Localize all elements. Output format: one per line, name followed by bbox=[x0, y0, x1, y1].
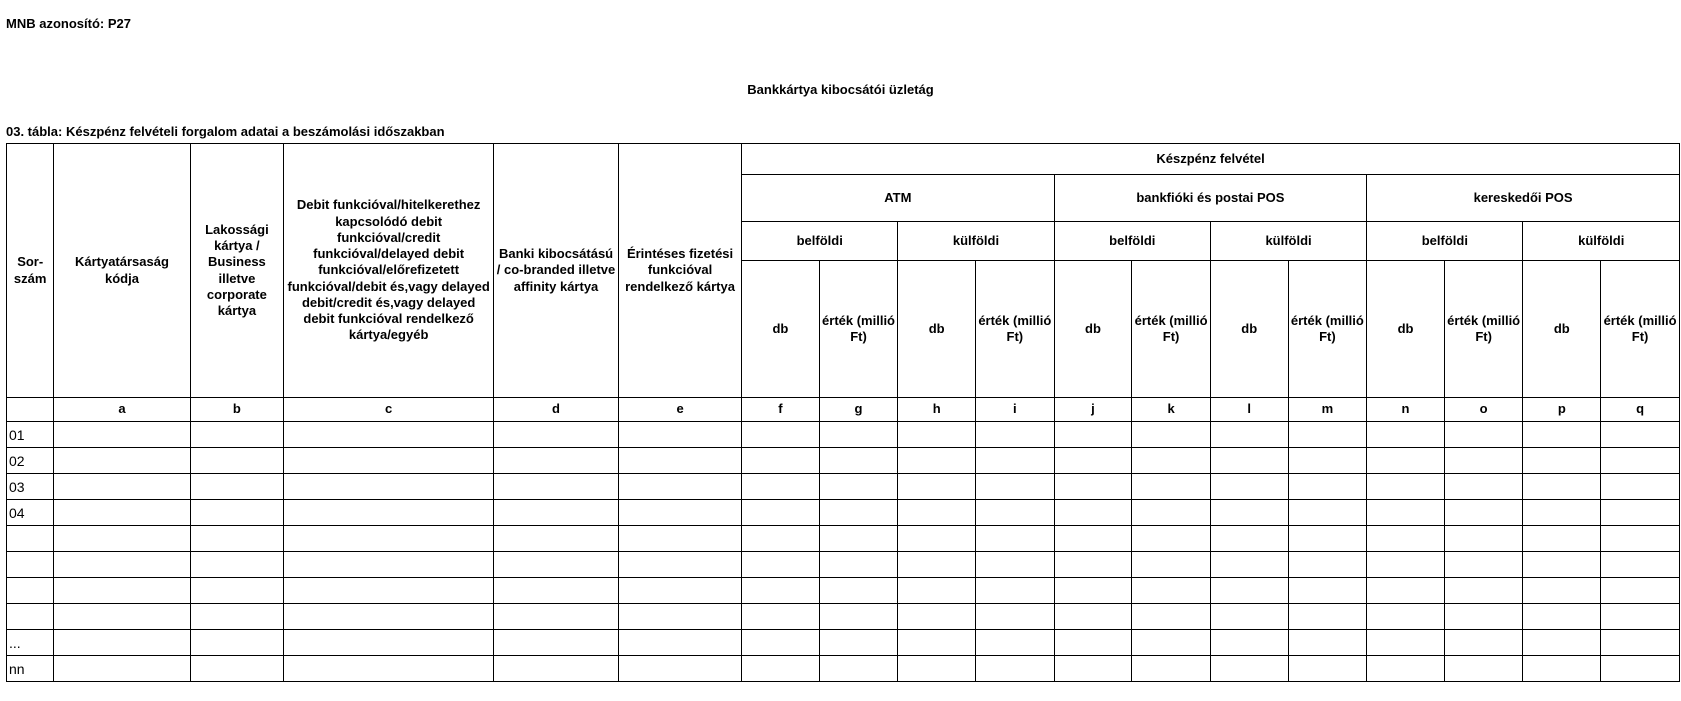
table-row bbox=[7, 630, 1680, 656]
row-number bbox=[7, 578, 54, 604]
data-cell[interactable] bbox=[819, 448, 898, 474]
table-row bbox=[7, 656, 1680, 682]
data-cell[interactable] bbox=[1444, 448, 1523, 474]
header-count: db bbox=[898, 261, 976, 398]
data-cell[interactable] bbox=[1288, 552, 1367, 578]
data-cell[interactable] bbox=[1054, 526, 1132, 552]
data-cell[interactable] bbox=[898, 526, 976, 552]
data-cell[interactable] bbox=[1523, 604, 1601, 630]
data-cell[interactable] bbox=[619, 526, 742, 552]
row-number: nn bbox=[7, 656, 54, 682]
header-group-atm: ATM bbox=[742, 175, 1055, 222]
column-letter: a bbox=[54, 398, 190, 422]
data-cell[interactable] bbox=[1601, 500, 1680, 526]
data-cell[interactable] bbox=[742, 630, 820, 656]
data-cell[interactable] bbox=[975, 552, 1054, 578]
data-cell[interactable] bbox=[1367, 422, 1445, 448]
data-cell[interactable] bbox=[1288, 526, 1367, 552]
data-cell[interactable] bbox=[54, 526, 190, 552]
data-cell[interactable] bbox=[494, 656, 619, 682]
data-cell[interactable] bbox=[1367, 578, 1445, 604]
data-cell[interactable] bbox=[284, 474, 494, 500]
column-letter: n bbox=[1367, 398, 1445, 422]
row-number: 02 bbox=[7, 448, 54, 474]
data-cell[interactable] bbox=[190, 526, 284, 552]
header-sorszam: Sor-szám bbox=[7, 144, 54, 398]
data-cell[interactable] bbox=[1132, 500, 1211, 526]
data-cell[interactable] bbox=[819, 630, 898, 656]
data-cell[interactable] bbox=[1444, 578, 1523, 604]
data-cell[interactable] bbox=[1601, 448, 1680, 474]
data-cell[interactable] bbox=[1444, 656, 1523, 682]
data-cell[interactable] bbox=[1054, 474, 1132, 500]
data-cell[interactable] bbox=[1523, 656, 1601, 682]
data-cell[interactable] bbox=[1444, 500, 1523, 526]
data-cell[interactable] bbox=[1523, 474, 1601, 500]
column-letter: b bbox=[190, 398, 284, 422]
data-cell[interactable] bbox=[284, 500, 494, 526]
header-contactless-card: Érintéses fizetési funkcióval rendelkező kártya bbox=[619, 144, 742, 398]
data-cell[interactable] bbox=[619, 474, 742, 500]
table-row bbox=[7, 578, 1680, 604]
data-cell[interactable] bbox=[819, 474, 898, 500]
row-number bbox=[7, 604, 54, 630]
data-cell[interactable] bbox=[284, 604, 494, 630]
data-cell[interactable] bbox=[190, 422, 284, 448]
data-cell[interactable] bbox=[1210, 422, 1288, 448]
column-letter: c bbox=[284, 398, 494, 422]
data-cell[interactable] bbox=[1132, 526, 1211, 552]
data-cell[interactable] bbox=[284, 526, 494, 552]
data-cell[interactable] bbox=[1523, 630, 1601, 656]
data-cell[interactable] bbox=[1132, 604, 1211, 630]
data-cell[interactable] bbox=[1054, 500, 1132, 526]
data-cell[interactable] bbox=[494, 500, 619, 526]
column-letter: f bbox=[742, 398, 820, 422]
data-cell[interactable] bbox=[1444, 526, 1523, 552]
header-value: érték (millió Ft) bbox=[819, 261, 898, 398]
table-body bbox=[7, 422, 1680, 682]
column-letter: i bbox=[975, 398, 1054, 422]
data-cell[interactable] bbox=[1132, 448, 1211, 474]
data-cell[interactable] bbox=[898, 578, 976, 604]
data-cell[interactable] bbox=[1288, 630, 1367, 656]
data-cell[interactable] bbox=[1367, 552, 1445, 578]
data-cell[interactable] bbox=[494, 526, 619, 552]
data-cell[interactable] bbox=[54, 604, 190, 630]
data-cell[interactable] bbox=[1054, 448, 1132, 474]
data-cell[interactable] bbox=[1210, 552, 1288, 578]
data-cell[interactable] bbox=[1288, 578, 1367, 604]
data-cell[interactable] bbox=[1288, 474, 1367, 500]
column-letter: g bbox=[819, 398, 898, 422]
data-cell[interactable] bbox=[494, 604, 619, 630]
data-cell[interactable] bbox=[1210, 474, 1288, 500]
column-letter: l bbox=[1210, 398, 1288, 422]
data-cell[interactable] bbox=[975, 500, 1054, 526]
header-count: db bbox=[1210, 261, 1288, 398]
data-cell[interactable] bbox=[1523, 578, 1601, 604]
row-number: 04 bbox=[7, 500, 54, 526]
data-cell[interactable] bbox=[190, 474, 284, 500]
data-cell[interactable] bbox=[619, 552, 742, 578]
data-cell[interactable] bbox=[1054, 578, 1132, 604]
data-cell[interactable] bbox=[284, 552, 494, 578]
data-cell[interactable] bbox=[1601, 604, 1680, 630]
data-cell[interactable] bbox=[1288, 656, 1367, 682]
data-cell[interactable] bbox=[1054, 552, 1132, 578]
cash-withdrawal-table bbox=[6, 143, 1680, 682]
header-value: érték (millió Ft) bbox=[1132, 261, 1211, 398]
data-cell[interactable] bbox=[975, 604, 1054, 630]
data-cell[interactable] bbox=[284, 656, 494, 682]
data-cell[interactable] bbox=[619, 604, 742, 630]
data-cell[interactable] bbox=[819, 500, 898, 526]
data-cell[interactable] bbox=[1210, 630, 1288, 656]
table-row bbox=[7, 604, 1680, 630]
data-cell[interactable] bbox=[1444, 630, 1523, 656]
data-cell[interactable] bbox=[898, 656, 976, 682]
data-cell[interactable] bbox=[742, 422, 820, 448]
data-cell[interactable] bbox=[54, 500, 190, 526]
data-cell[interactable] bbox=[1210, 578, 1288, 604]
data-cell[interactable] bbox=[975, 422, 1054, 448]
data-cell[interactable] bbox=[1054, 630, 1132, 656]
data-cell[interactable] bbox=[1210, 500, 1288, 526]
column-letter: q bbox=[1601, 398, 1680, 422]
data-cell[interactable] bbox=[819, 656, 898, 682]
data-cell[interactable] bbox=[1367, 448, 1445, 474]
data-cell[interactable] bbox=[1601, 552, 1680, 578]
data-cell[interactable] bbox=[1523, 500, 1601, 526]
data-cell[interactable] bbox=[1288, 448, 1367, 474]
data-cell[interactable] bbox=[975, 656, 1054, 682]
data-cell[interactable] bbox=[54, 656, 190, 682]
data-cell[interactable] bbox=[742, 578, 820, 604]
data-cell[interactable] bbox=[819, 526, 898, 552]
column-letter: k bbox=[1132, 398, 1211, 422]
column-letter: p bbox=[1523, 398, 1601, 422]
mnb-identifier: MNB azonosító: P27 bbox=[6, 16, 131, 31]
header-cash-withdrawal: Készpénz felvétel bbox=[742, 144, 1680, 175]
table-row bbox=[7, 474, 1680, 500]
data-cell[interactable] bbox=[54, 552, 190, 578]
header-branch-domestic: belföldi bbox=[1054, 222, 1210, 261]
header-card-function-type: Debit funkcióval/hitelkerethez kapcsolódó debit funkcióval/credit funkcióval/delayed debit funkcióval/előrefizetett funkcióval/debit és,vagy delayed debit/credit és,vagy delayed debit funkcióval rendelkező kártya/egyéb bbox=[284, 144, 494, 398]
header-count: db bbox=[1054, 261, 1132, 398]
header-value: érték (millió Ft) bbox=[1601, 261, 1680, 398]
row-number bbox=[7, 552, 54, 578]
data-cell[interactable] bbox=[742, 448, 820, 474]
data-cell[interactable] bbox=[1367, 526, 1445, 552]
data-cell[interactable] bbox=[1601, 474, 1680, 500]
data-cell[interactable] bbox=[190, 578, 284, 604]
header-value: érték (millió Ft) bbox=[975, 261, 1054, 398]
table-caption: 03. tábla: Készpénz felvételi forgalom adatai a beszámolási időszakban bbox=[6, 124, 445, 139]
data-cell[interactable] bbox=[975, 474, 1054, 500]
data-cell[interactable] bbox=[1601, 526, 1680, 552]
data-cell[interactable] bbox=[1054, 422, 1132, 448]
letter-cell-empty bbox=[7, 398, 54, 422]
row-number: ... bbox=[7, 630, 54, 656]
data-cell[interactable] bbox=[284, 448, 494, 474]
data-cell[interactable] bbox=[1601, 578, 1680, 604]
data-cell[interactable] bbox=[1132, 578, 1211, 604]
data-cell[interactable] bbox=[494, 474, 619, 500]
data-cell[interactable] bbox=[1288, 422, 1367, 448]
column-letter: m bbox=[1288, 398, 1367, 422]
data-cell[interactable] bbox=[898, 448, 976, 474]
table-row bbox=[7, 422, 1680, 448]
data-cell[interactable] bbox=[1132, 422, 1211, 448]
data-cell[interactable] bbox=[975, 630, 1054, 656]
data-cell[interactable] bbox=[494, 448, 619, 474]
data-cell[interactable] bbox=[1054, 604, 1132, 630]
data-cell[interactable] bbox=[819, 422, 898, 448]
data-cell[interactable] bbox=[619, 656, 742, 682]
data-cell[interactable] bbox=[1132, 552, 1211, 578]
data-cell[interactable] bbox=[284, 630, 494, 656]
data-cell[interactable] bbox=[1288, 500, 1367, 526]
data-cell[interactable] bbox=[898, 552, 976, 578]
data-cell[interactable] bbox=[1210, 656, 1288, 682]
data-cell[interactable] bbox=[1444, 422, 1523, 448]
column-letter: o bbox=[1444, 398, 1523, 422]
data-cell[interactable] bbox=[54, 448, 190, 474]
data-cell[interactable] bbox=[1132, 630, 1211, 656]
header-merchant-domestic: belföldi bbox=[1367, 222, 1523, 261]
header-retail-business-card: Lakossági kártya / Business illetve corporate kártya bbox=[190, 144, 284, 398]
header-value: érték (millió Ft) bbox=[1444, 261, 1523, 398]
data-cell[interactable] bbox=[190, 500, 284, 526]
data-cell[interactable] bbox=[1367, 630, 1445, 656]
column-letter: d bbox=[494, 398, 619, 422]
table-row bbox=[7, 500, 1680, 526]
data-cell[interactable] bbox=[819, 604, 898, 630]
data-cell[interactable] bbox=[619, 578, 742, 604]
data-cell[interactable] bbox=[1367, 604, 1445, 630]
table-row bbox=[7, 526, 1680, 552]
data-cell[interactable] bbox=[898, 630, 976, 656]
data-cell[interactable] bbox=[742, 656, 820, 682]
data-cell[interactable] bbox=[54, 578, 190, 604]
data-cell[interactable] bbox=[190, 656, 284, 682]
header-count: db bbox=[1367, 261, 1445, 398]
data-cell[interactable] bbox=[898, 500, 976, 526]
data-cell[interactable] bbox=[619, 422, 742, 448]
data-cell[interactable] bbox=[1288, 604, 1367, 630]
data-cell[interactable] bbox=[494, 630, 619, 656]
data-cell[interactable] bbox=[1444, 474, 1523, 500]
column-letter: j bbox=[1054, 398, 1132, 422]
data-cell[interactable] bbox=[1210, 526, 1288, 552]
row-number bbox=[7, 526, 54, 552]
data-cell[interactable] bbox=[1523, 526, 1601, 552]
section-title: Bankkártya kibocsátói üzletág bbox=[747, 82, 934, 97]
data-cell[interactable] bbox=[898, 474, 976, 500]
header-atm-foreign: külföldi bbox=[898, 222, 1054, 261]
header-count: db bbox=[742, 261, 820, 398]
data-cell[interactable] bbox=[975, 448, 1054, 474]
data-cell[interactable] bbox=[619, 630, 742, 656]
data-cell[interactable] bbox=[284, 578, 494, 604]
data-cell[interactable] bbox=[1601, 422, 1680, 448]
data-cell[interactable] bbox=[494, 552, 619, 578]
header-group-merchant-pos: kereskedői POS bbox=[1367, 175, 1680, 222]
data-cell[interactable] bbox=[1132, 474, 1211, 500]
data-cell[interactable] bbox=[742, 604, 820, 630]
header-value: érték (millió Ft) bbox=[1288, 261, 1367, 398]
column-letter: h bbox=[898, 398, 976, 422]
data-cell[interactable] bbox=[1054, 656, 1132, 682]
data-cell[interactable] bbox=[1601, 656, 1680, 682]
row-number: 01 bbox=[7, 422, 54, 448]
data-cell[interactable] bbox=[54, 630, 190, 656]
header-atm-domestic: belföldi bbox=[742, 222, 898, 261]
data-cell[interactable] bbox=[1523, 448, 1601, 474]
data-cell[interactable] bbox=[819, 578, 898, 604]
data-cell[interactable] bbox=[190, 552, 284, 578]
column-letter: e bbox=[619, 398, 742, 422]
data-cell[interactable] bbox=[1444, 604, 1523, 630]
data-cell[interactable] bbox=[742, 474, 820, 500]
data-cell[interactable] bbox=[742, 526, 820, 552]
data-cell[interactable] bbox=[1444, 552, 1523, 578]
header-bank-issued-cobranded: Banki kibocsátású / co-branded illetve affinity kártya bbox=[494, 144, 619, 398]
data-cell[interactable] bbox=[742, 552, 820, 578]
header-count: db bbox=[1523, 261, 1601, 398]
data-cell[interactable] bbox=[1367, 656, 1445, 682]
data-cell[interactable] bbox=[619, 448, 742, 474]
data-cell[interactable] bbox=[190, 448, 284, 474]
data-cell[interactable] bbox=[284, 422, 494, 448]
table-row bbox=[7, 552, 1680, 578]
data-cell[interactable] bbox=[54, 422, 190, 448]
data-cell[interactable] bbox=[190, 604, 284, 630]
data-cell[interactable] bbox=[1367, 500, 1445, 526]
data-cell[interactable] bbox=[1523, 422, 1601, 448]
table-row bbox=[7, 448, 1680, 474]
data-cell[interactable] bbox=[1367, 474, 1445, 500]
data-cell[interactable] bbox=[1132, 656, 1211, 682]
data-cell[interactable] bbox=[494, 422, 619, 448]
data-cell[interactable] bbox=[898, 604, 976, 630]
row-number: 03 bbox=[7, 474, 54, 500]
data-cell[interactable] bbox=[54, 474, 190, 500]
data-cell[interactable] bbox=[742, 500, 820, 526]
data-cell[interactable] bbox=[1210, 448, 1288, 474]
data-cell[interactable] bbox=[1601, 630, 1680, 656]
data-cell[interactable] bbox=[494, 578, 619, 604]
header-group-branch-postal-pos: bankfióki és postai POS bbox=[1054, 175, 1367, 222]
data-cell[interactable] bbox=[975, 578, 1054, 604]
data-cell[interactable] bbox=[819, 552, 898, 578]
data-cell[interactable] bbox=[619, 500, 742, 526]
data-cell[interactable] bbox=[190, 630, 284, 656]
data-cell[interactable] bbox=[1210, 604, 1288, 630]
header-branch-foreign: külföldi bbox=[1210, 222, 1366, 261]
header-merchant-foreign: külföldi bbox=[1523, 222, 1680, 261]
data-cell[interactable] bbox=[975, 526, 1054, 552]
data-cell[interactable] bbox=[898, 422, 976, 448]
data-cell[interactable] bbox=[1523, 552, 1601, 578]
header-card-company-code: Kártyatársaság kódja bbox=[54, 144, 190, 398]
